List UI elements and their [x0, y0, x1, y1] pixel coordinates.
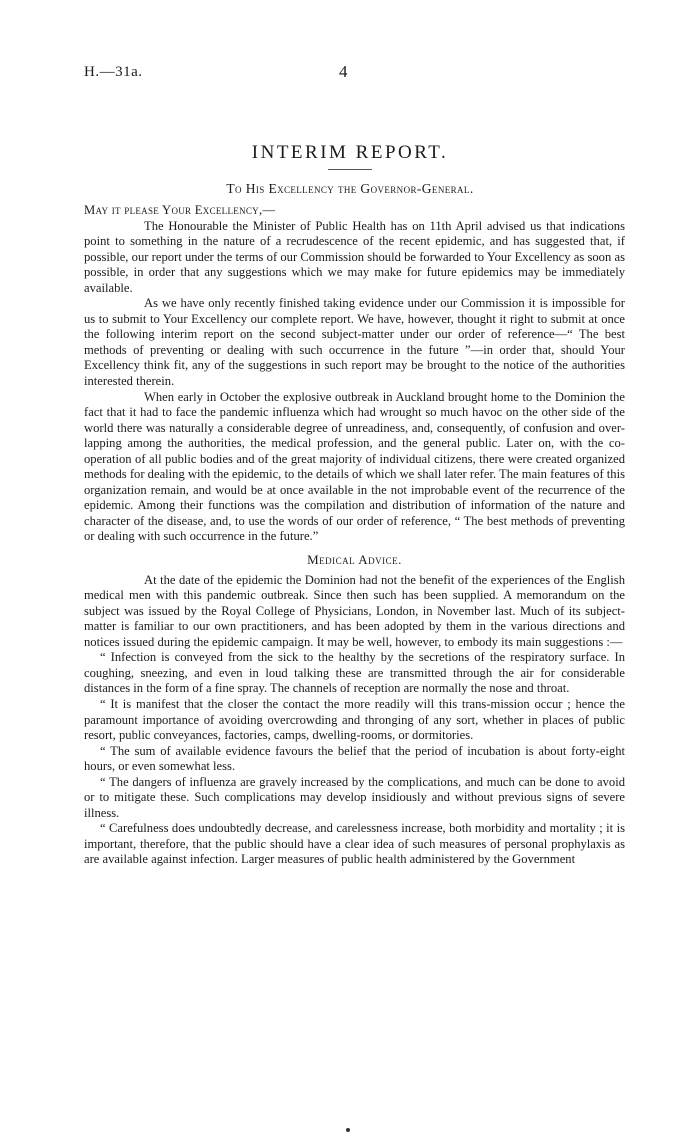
footer-dot	[346, 1128, 350, 1132]
quoted-paragraph: “ Infection is conveyed from the sick to the healthy by the secretions of the respiratory surface. In coughing, sneezing, and even in loud talking these are transmitted through the air for considerable distances in the form of a fine spray. The channels of reception are normally the nose and throat.	[84, 650, 625, 696]
quoted-paragraph: “ The dangers of influenza are gravely increased by the complications, and much can be done to avoid or to mitigate these. Such complications may develop insidiously and without previous signs of severe illness.	[84, 774, 625, 820]
page-number: 4	[339, 62, 348, 81]
addressee-line: To His Excellency the Governor-General.	[226, 181, 474, 196]
quoted-paragraph: “ The sum of available evidence favours the belief that the period of incubation is about forty-eight hours, or even somewhat less.	[84, 743, 625, 774]
section-heading-medical-advice: Medical Advice.	[307, 552, 402, 568]
document-reference: H.—31a.	[84, 64, 143, 80]
report-title: INTERIM REPORT.	[251, 142, 449, 163]
section-intro-paragraph: At the date of the epidemic the Dominion had not the benefit of the experiences of the English medical men with this pandemic outbreak. Since then such has been supplied. A memorandum on the subject was issued by the Royal College of Physicians, London, in November last. Much of its subject-matter is familiar to our own practitioners, and has been adopted by them in the various directions and notices issued during the epidemic campaign. It may be well, however, to embody its main suggestions :—	[84, 572, 625, 649]
title-rule	[328, 169, 372, 170]
salutation: May it please Your Excellency,—	[84, 203, 276, 217]
paragraph: When early in October the explosive outbreak in Auckland brought home to the Dominion the fact that it had to face the pandemic influenza which had wrought so much havoc on the other side of the world there was naturally a considerable degree of unreadiness, and, consequently, of confusion and over-lapping among the authorities, the medical profession, and the general public. Later on, with the co-operation of all public bodies and of the great majority of individual citizens, there were created organized methods for dealing with the epidemic, to the details of which we shall later refer. The main features of this organization remain, and would be at once available in the not improbable event of the recurrence of the epidemic. Among their functions was the compilation and distribution of information of the nature and character of the disease, and, to use the words of our order of reference, “ The best methods of preventing or dealing with such occurrence in the future.”	[84, 389, 625, 544]
paragraph: The Honourable the Minister of Public Health has on 11th April advised us that indications point to something in the nature of a recrudescence of the recent epidemic, and has suggested that, if possible, our report under the terms of our Commission should be forwarded to Your Excellency as soon as possible, in order that any suggestions which we may make for future epidemics may be immediately available.	[84, 218, 625, 295]
paragraph: As we have only recently finished taking evidence under our Commission it is impossible for us to submit to Your Excellency our complete report. We have, however, thought it right to submit at once the following interim report on the second subject-matter under our order of reference—“ The best methods of preventing or dealing with such occurrence in the future ”—in order that, should Your Excellency think fit, any of the suggestions in such report may be brought to the notice of the authorities interested therein.	[84, 296, 625, 389]
quoted-paragraph: “ Carefulness does undoubtedly decrease, and carelessness increase, both morbidity and mortality ; it is important, therefore, that the public should have a clear idea of such measures of personal prophylaxis as are available against infection. Larger measures of public health administered by the Government	[84, 821, 625, 867]
quoted-paragraph: “ It is manifest that the closer the contact the more readily will this trans-mission occur ; hence the paramount importance of avoiding overcrowding and thronging of any sort, whether in places of public resort, public conveyances, factories, camps, dwelling-rooms, or dormitories.	[84, 696, 625, 743]
report-body	[84, 203, 625, 868]
